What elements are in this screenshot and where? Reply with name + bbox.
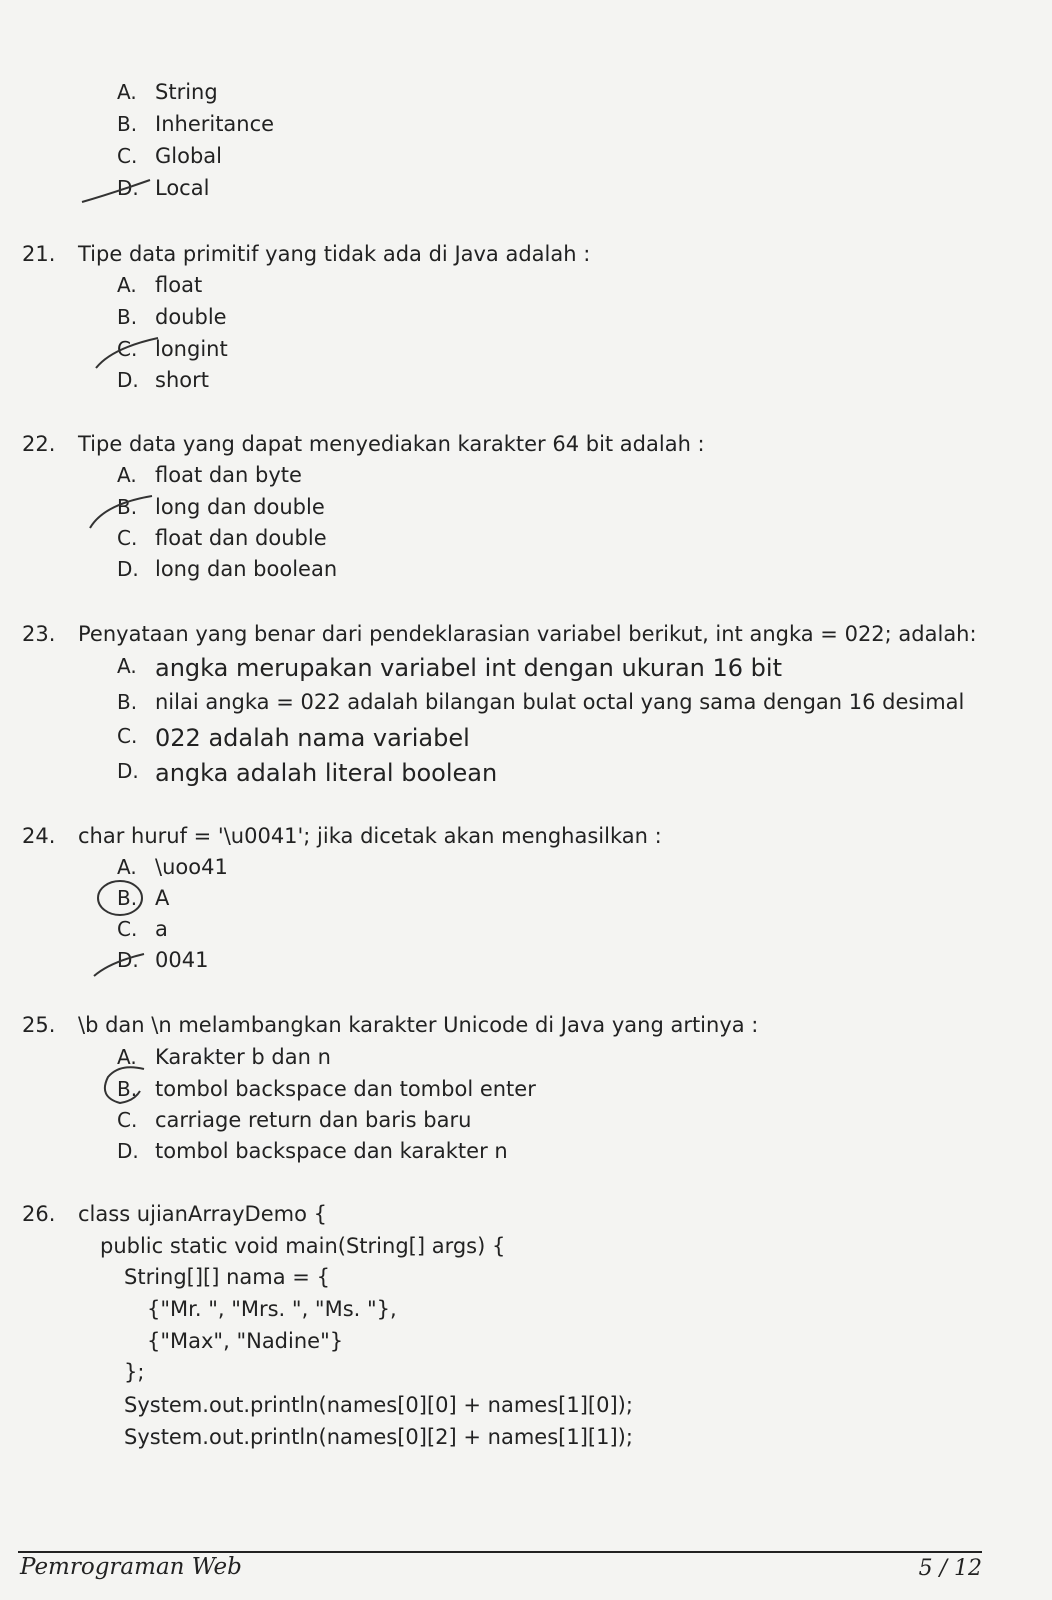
- option-text: String: [155, 80, 218, 104]
- code-line: {"Max", "Nadine"}: [147, 1329, 344, 1353]
- code-line: System.out.println(names[0][0] + names[1][0]);: [124, 1393, 633, 1417]
- option-22-a: [0, 463, 1000, 493]
- option-text: long dan double: [155, 495, 325, 519]
- option-25-c: [0, 1108, 1000, 1138]
- option-text: Inheritance: [155, 112, 275, 136]
- option-21-b: [0, 305, 1000, 335]
- option-text: tombol backspace dan tombol enter: [155, 1077, 536, 1101]
- question-number: 21.: [22, 242, 56, 266]
- question-stem: Tipe data yang dapat menyediakan karakter 64 bit adalah :: [78, 432, 705, 456]
- footer-page-number: 5 / 12: [918, 1556, 982, 1581]
- option-text: Karakter b dan n: [155, 1045, 331, 1069]
- option-letter: D.: [117, 176, 139, 200]
- question-stem: Penyataan yang benar dari pendeklarasian variabel berikut, int angka = 022; adalah:: [78, 622, 977, 646]
- option-25-d: [0, 1139, 1000, 1169]
- option-text: tombol backspace dan karakter n: [155, 1139, 508, 1163]
- option-text: nilai angka = 022 adalah bilangan bulat octal yang sama dengan 16 desimal: [155, 690, 965, 714]
- option-text: Global: [155, 144, 222, 168]
- code-line: class ujianArrayDemo {: [78, 1202, 327, 1226]
- option-letter: C.: [117, 526, 138, 550]
- option-20-a: [0, 80, 1000, 110]
- option-letter: D.: [117, 557, 139, 581]
- footer-divider: [18, 1551, 982, 1553]
- option-letter: C.: [117, 144, 138, 168]
- option-text: 0041: [155, 948, 209, 972]
- option-text: angka adalah literal boolean: [155, 759, 498, 787]
- option-letter: A.: [117, 273, 137, 297]
- option-letter: B.: [117, 495, 138, 519]
- code-line: };: [124, 1360, 145, 1384]
- option-text: angka merupakan variabel int dengan ukuran 16 bit: [155, 654, 782, 682]
- footer-subject: Pemrograman Web: [20, 1554, 242, 1580]
- option-letter: D.: [117, 948, 139, 972]
- option-letter: D.: [117, 759, 139, 783]
- option-20-d: [0, 176, 1000, 206]
- question-stem: char huruf = '\u0041'; jika dicetak akan menghasilkan :: [78, 824, 662, 848]
- option-text: double: [155, 305, 227, 329]
- option-20-b: [0, 112, 1000, 142]
- option-24-b: [0, 886, 1000, 916]
- option-text: longint: [155, 337, 228, 361]
- option-24-d: [0, 948, 1000, 978]
- option-text: 022 adalah nama variabel: [155, 724, 470, 752]
- option-letter: C.: [117, 917, 138, 941]
- option-letter: B.: [117, 305, 138, 329]
- option-text: carriage return dan baris baru: [155, 1108, 472, 1132]
- option-22-c: [0, 526, 1000, 556]
- code-line: {"Mr. ", "Mrs. ", "Ms. "},: [147, 1297, 397, 1321]
- question-number: 24.: [22, 824, 56, 848]
- option-25-a: [0, 1045, 1000, 1075]
- option-letter: A.: [117, 463, 137, 487]
- option-text: float dan byte: [155, 463, 302, 487]
- option-letter: C.: [117, 1108, 138, 1132]
- option-25-b: [0, 1077, 1000, 1107]
- option-21-d: [0, 368, 1000, 398]
- option-24-c: [0, 917, 1000, 947]
- option-text: float: [155, 273, 203, 297]
- option-letter: D.: [117, 1139, 139, 1163]
- option-letter: C.: [117, 337, 138, 361]
- option-21-a: [0, 273, 1000, 303]
- option-letter: C.: [117, 724, 138, 748]
- option-text: long dan boolean: [155, 557, 338, 581]
- option-letter: B.: [117, 112, 138, 136]
- question-stem: \b dan \n melambangkan karakter Unicode di Java yang artinya :: [78, 1013, 759, 1037]
- option-letter: D.: [117, 368, 139, 392]
- code-line: System.out.println(names[0][2] + names[1][1]);: [124, 1425, 633, 1449]
- option-21-c: [0, 337, 1000, 367]
- option-22-d: [0, 557, 1000, 587]
- option-23-a: [0, 654, 1000, 684]
- question-number: 22.: [22, 432, 56, 456]
- option-text: A: [155, 886, 170, 910]
- option-text: float dan double: [155, 526, 327, 550]
- question-number: 23.: [22, 622, 56, 646]
- code-line: String[][] nama = {: [124, 1265, 330, 1289]
- option-24-a: [0, 855, 1000, 885]
- option-letter: A.: [117, 80, 137, 104]
- option-text: short: [155, 368, 209, 392]
- option-23-b: [0, 690, 1000, 720]
- option-text: a: [155, 917, 168, 941]
- option-22-b: [0, 495, 1000, 525]
- option-letter: A.: [117, 1045, 137, 1069]
- option-20-c: [0, 144, 1000, 174]
- option-text: Local: [155, 176, 210, 200]
- option-text: \uoo41: [155, 855, 228, 879]
- option-23-d: [0, 759, 1000, 789]
- option-23-c: [0, 724, 1000, 754]
- code-line: public static void main(String[] args) {: [100, 1234, 506, 1258]
- option-letter: B.: [117, 690, 138, 714]
- option-letter: A.: [117, 855, 137, 879]
- option-letter: A.: [117, 654, 137, 678]
- question-number: 25.: [22, 1013, 56, 1037]
- question-stem: Tipe data primitif yang tidak ada di Java adalah :: [78, 242, 591, 266]
- option-letter: B.: [117, 1077, 138, 1101]
- question-number: 26.: [22, 1202, 56, 1226]
- option-letter: B.: [117, 886, 138, 910]
